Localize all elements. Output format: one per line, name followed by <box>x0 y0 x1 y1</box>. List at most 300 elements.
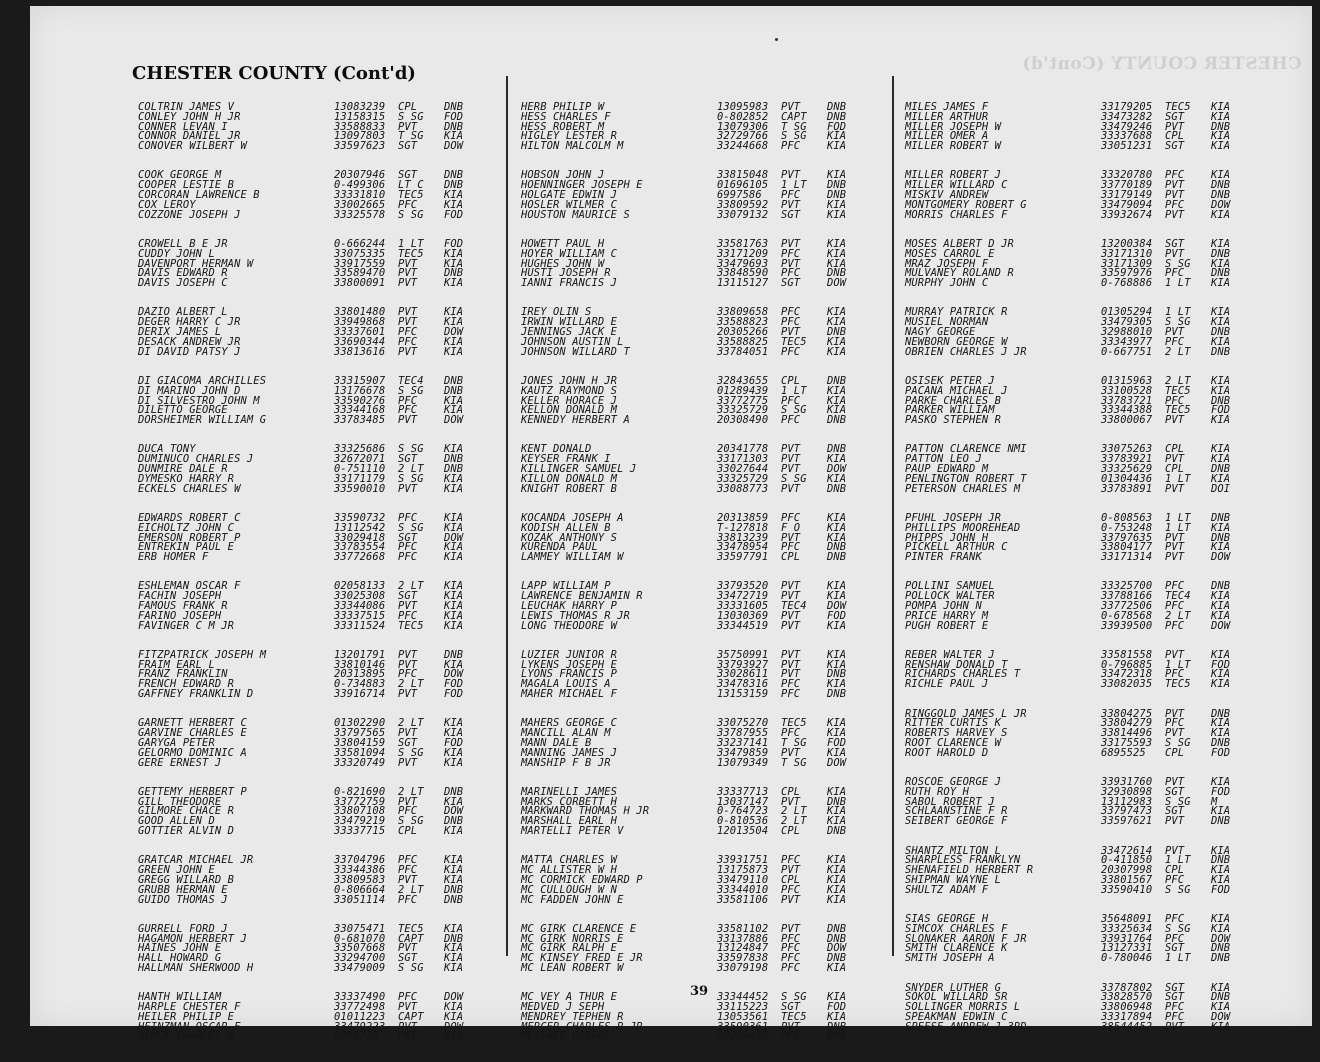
serial-number: 33320780 <box>1101 169 1153 182</box>
serial-number: 0-667751 <box>1101 345 1153 358</box>
serial-number: 33344519 <box>717 619 769 632</box>
soldier-name: KOZAK ANTHONY S <box>521 531 618 544</box>
serial-number: 33597621 <box>1101 815 1153 828</box>
roster-entry <box>521 208 903 221</box>
status-code: KIA <box>827 208 847 221</box>
serial-number: 33325729 <box>717 404 769 417</box>
soldier-name: MATTA CHARLES W <box>521 854 618 867</box>
serial-number: 33931760 <box>1101 776 1153 789</box>
serial-number: 33311524 <box>334 619 386 632</box>
soldier-name: MILES JAMES F <box>905 101 989 113</box>
soldier-name: FRAIM EARL L <box>138 658 215 671</box>
rank: PVT <box>781 463 801 476</box>
soldier-name: EMERSON ROBERT P <box>138 531 241 544</box>
rank: S SG <box>398 521 424 534</box>
soldier-name: PARKE CHARLES B <box>905 394 1002 407</box>
rank: PFC <box>1165 1001 1185 1014</box>
rank: PVT <box>781 590 801 603</box>
status-code: DOW <box>444 1020 464 1033</box>
roster-group <box>138 511 520 564</box>
soldier-name: MILLER OMER A <box>905 130 989 143</box>
status-code: DNB <box>1211 120 1231 133</box>
soldier-name: MC GIRK NORRIS E <box>521 932 624 945</box>
soldier-name: ECKELS CHARLES W <box>138 482 241 495</box>
soldier-name: HOENNINGER JOSEPH E <box>521 179 643 192</box>
serial-number: 33472614 <box>1101 844 1153 857</box>
rank: 2 LT <box>398 785 424 798</box>
roster-group <box>138 445 520 494</box>
status-code: KIA <box>444 316 464 329</box>
rank: PVT <box>781 580 801 593</box>
rank: PFC <box>781 541 801 554</box>
rank: SGT <box>398 590 418 603</box>
rank: T SG <box>781 736 807 749</box>
soldier-name: MENDREY TEPHEN R <box>521 1010 624 1023</box>
rank: PFC <box>1165 668 1185 681</box>
serial-number: 33075335 <box>334 247 386 260</box>
rank: PVT <box>1165 414 1185 427</box>
status-code: KIA <box>444 962 464 974</box>
soldier-name: DUMINUCO CHARLES J <box>138 453 254 466</box>
rank: SGT <box>398 140 418 153</box>
soldier-name: ROBERTS HARVEY S <box>905 727 1008 740</box>
status-code: KIA <box>444 482 464 495</box>
status-code: KIA <box>1211 922 1231 935</box>
soldier-name: DI DAVID PATSY J <box>138 345 241 358</box>
status-code: KIA <box>1211 208 1231 221</box>
rank: PVT <box>398 306 418 319</box>
rank: PVT <box>398 316 418 329</box>
rank: SGT <box>1165 942 1185 955</box>
serial-number: 33075471 <box>334 922 386 935</box>
rank: PVT <box>781 531 801 544</box>
soldier-name: GOTTIER ALVIN D <box>138 825 235 838</box>
status-code: DOW <box>1211 1010 1231 1023</box>
rank: PVT <box>1165 531 1185 544</box>
status-code: KIA <box>1211 110 1231 123</box>
rank: PVT <box>781 326 801 339</box>
soldier-name: RENSHAW DONALD T <box>905 658 1008 671</box>
status-code: DNB <box>444 785 464 798</box>
rank: PVT <box>398 1030 418 1043</box>
roster-entry <box>905 279 1287 289</box>
soldier-name: GETTEMY HERBERT P <box>138 785 247 798</box>
roster-group <box>905 582 1287 631</box>
serial-number: 0-411850 <box>1101 854 1153 867</box>
rank: PFC <box>781 189 801 202</box>
roster-entry <box>905 954 1287 964</box>
status-code: KIA <box>827 198 847 211</box>
status-code: DNB <box>444 932 464 945</box>
soldier-name: GELORMO DOMINIC A <box>138 746 247 759</box>
roster-entry <box>905 746 1287 759</box>
serial-number: 33344086 <box>334 599 386 612</box>
rank: TEC5 <box>398 619 424 632</box>
serial-number: 33931764 <box>1101 932 1153 945</box>
serial-number: 33772506 <box>1101 599 1153 612</box>
status-code: DNB <box>827 541 847 554</box>
soldier-name: GILMORE CHACE R <box>138 805 235 818</box>
rank: PVT <box>398 756 418 769</box>
soldier-name: GUIDO THOMAS J <box>138 893 228 906</box>
rank: PFC <box>1165 873 1185 886</box>
roster-entry <box>138 208 520 221</box>
soldier-name: MC KINSEY FRED E JR <box>521 952 643 965</box>
serial-number: 33179205 <box>1101 101 1153 113</box>
roster-entry <box>521 1032 903 1042</box>
status-code: KIA <box>827 805 847 818</box>
serial-number: 0-753248 <box>1101 521 1153 534</box>
serial-number: 33917559 <box>334 257 386 270</box>
status-code: KIA <box>1211 805 1231 818</box>
rank: TEC5 <box>1165 101 1191 113</box>
soldier-name: HEINZMAN OSCAR F <box>138 1020 241 1033</box>
status-code: DNB <box>827 110 847 123</box>
soldier-name: HALLMAN SHERWOOD H <box>138 962 254 974</box>
serial-number: 33804279 <box>1101 717 1153 730</box>
rank: PVT <box>781 668 801 681</box>
soldier-name: SIMCOX CHARLES F <box>905 922 1008 935</box>
status-code: DNB <box>1211 580 1231 593</box>
rank: TEC5 <box>398 247 424 260</box>
roster-group <box>138 719 520 768</box>
rank: PVT <box>398 267 418 280</box>
soldier-name: MILLER ROBERT W <box>905 140 1002 153</box>
soldier-name: FAVINGER C M JR <box>138 619 235 632</box>
rank: PVT <box>398 795 418 808</box>
rank: PVT <box>398 873 418 886</box>
status-code: KIA <box>1211 130 1231 143</box>
status-code: KIA <box>827 316 847 329</box>
serial-number: 33002665 <box>334 198 386 211</box>
serial-number: 33793520 <box>717 580 769 593</box>
status-code: KIA <box>827 130 847 143</box>
serial-number: 32930898 <box>1101 785 1153 798</box>
serial-number: 33479219 <box>334 815 386 828</box>
soldier-name: LONG THEODORE W <box>521 619 618 632</box>
status-code: KIA <box>1211 590 1231 603</box>
rank: S SG <box>781 472 807 485</box>
rank: PVT <box>1165 482 1185 495</box>
serial-number: 33597838 <box>717 952 769 965</box>
rank: S SG <box>781 404 807 417</box>
serial-number: 33590410 <box>1101 883 1153 896</box>
serial-number: 33783554 <box>334 541 386 554</box>
rank: PVT <box>1165 208 1185 221</box>
rank: SGT <box>1165 805 1185 818</box>
serial-number: 33479094 <box>1101 198 1153 211</box>
serial-number: 32729766 <box>717 130 769 143</box>
soldier-name: FACHIN JOSEPH <box>138 590 222 603</box>
status-code: DNB <box>1211 991 1231 1004</box>
soldier-name: MC CORMICK EDWARD P <box>521 873 643 886</box>
roster-entry <box>521 553 903 563</box>
status-code: DNB <box>444 815 464 828</box>
soldier-name: MC VEY A THUR E <box>521 991 618 1004</box>
roster-entry <box>905 553 1287 563</box>
soldier-name: MC FADDEN JOHN E <box>521 893 624 906</box>
status-code: DNB <box>444 267 464 280</box>
serial-number: 33479305 <box>1101 316 1153 329</box>
rank: PFC <box>1165 169 1185 182</box>
roster-entry <box>905 345 1287 358</box>
serial-number: 33815048 <box>717 169 769 182</box>
rank: PFC <box>398 893 418 906</box>
soldier-name: DI GIACOMA ARCHILLES <box>138 374 267 387</box>
rank: TEC4 <box>1165 590 1191 603</box>
serial-number: 33344168 <box>334 404 386 417</box>
soldier-name: ENTREKIN PAUL E <box>138 541 235 554</box>
status-code: KIA <box>444 551 464 564</box>
soldier-name: COX LEROY <box>138 198 196 211</box>
rank: 1 LT <box>1165 511 1191 524</box>
soldier-name: CONNER LEVAN I <box>138 120 228 133</box>
serial-number: 33027644 <box>717 463 769 476</box>
status-code: KIA <box>444 541 464 554</box>
soldier-name: GREEN JOHN E <box>138 864 215 877</box>
rank: PVT <box>1165 1020 1185 1033</box>
rank: PFC <box>781 247 801 260</box>
status-code: KIA <box>444 130 464 143</box>
soldier-name: HOWETT PAUL H <box>521 237 605 250</box>
status-code: KIA <box>444 717 464 730</box>
serial-number: 13176678 <box>334 384 386 397</box>
soldier-name: MC CULLOUGH W N <box>521 883 618 896</box>
rank: 1 LT <box>398 237 424 250</box>
roster-group <box>905 308 1287 357</box>
rank: TEC5 <box>1165 678 1191 691</box>
roster-group <box>521 511 903 564</box>
rank: PVT <box>781 658 801 671</box>
serial-number: 33294700 <box>334 952 386 965</box>
soldier-name: HOUSTON MAURICE S <box>521 208 630 221</box>
serial-number: 33325578 <box>334 208 386 221</box>
status-code: KIA <box>1211 717 1231 730</box>
soldier-name: KILLON DONALD M <box>521 472 618 485</box>
status-code: DNB <box>1211 345 1231 358</box>
serial-number: 33581102 <box>717 922 769 935</box>
serial-number: 33800091 <box>334 277 386 290</box>
rank: S SG <box>398 815 424 828</box>
soldier-name: PHILLIPS MOOREHEAD <box>905 521 1021 534</box>
rank: SGT <box>398 453 418 466</box>
status-code: KIA <box>1211 257 1231 270</box>
rank: 1 LT <box>781 384 807 397</box>
soldier-name: CONNOR DANIEL JR <box>138 130 241 143</box>
status-code: DOW <box>444 414 464 427</box>
soldier-name: RICHLE PAUL J <box>905 678 989 691</box>
status-code: DNB <box>444 120 464 133</box>
serial-number: 33479246 <box>1101 120 1153 133</box>
roster-entry <box>521 279 903 289</box>
soldier-name: MC GIRK RALPH E <box>521 942 618 955</box>
status-code: KIA <box>444 247 464 260</box>
rank: PVT <box>398 414 418 427</box>
soldier-name: NEWBORN GEORGE W <box>905 335 1008 348</box>
roster-group <box>138 171 520 220</box>
status-code: KIA <box>827 785 847 798</box>
serial-number: 33581094 <box>334 746 386 759</box>
serial-number: 33949868 <box>334 316 386 329</box>
roster-entry <box>138 416 520 426</box>
soldier-name: HIGLEY LESTER R <box>521 130 618 143</box>
rank: PFC <box>781 932 801 945</box>
soldier-name: DYMESKO HARRY R <box>138 472 235 485</box>
rank: PFC <box>781 854 801 867</box>
rank: PFC <box>1165 717 1185 730</box>
status-code: KIA <box>444 1001 464 1014</box>
status-code: DNB <box>1211 189 1231 202</box>
soldier-name: ERB HOMER F <box>138 551 209 564</box>
rank: SGT <box>1165 140 1185 153</box>
status-code: DNB <box>827 795 847 808</box>
serial-number: 33690344 <box>334 335 386 348</box>
serial-number: 33770189 <box>1101 179 1153 192</box>
serial-number: 13037147 <box>717 795 769 808</box>
rank: PFC <box>1165 619 1185 632</box>
serial-number: 33813239 <box>717 531 769 544</box>
roster-group <box>905 981 1287 1033</box>
soldier-name: MAGALA LOUIS A <box>521 678 611 691</box>
status-code: FOD <box>827 609 847 622</box>
soldier-name: SHARPLESS FRANKLYN <box>905 854 1021 867</box>
soldier-name: KAUTZ RAYMOND S <box>521 384 618 397</box>
status-code: DNB <box>827 443 847 456</box>
rank: T SG <box>781 120 807 133</box>
serial-number: T-127818 <box>717 521 769 534</box>
status-code: KIA <box>827 864 847 877</box>
soldier-name: GARNETT HERBERT C <box>138 717 247 730</box>
status-code: KIA <box>827 746 847 759</box>
roster-group <box>521 856 903 905</box>
status-code: KIA <box>1211 374 1231 387</box>
status-code: KIA <box>444 952 464 965</box>
soldier-name: CONOVER WILBERT W <box>138 140 247 153</box>
roster-entry <box>905 208 1287 221</box>
soldier-name: MERCER CHARLES R JR <box>521 1020 643 1033</box>
serial-number: 13115127 <box>717 277 769 290</box>
serial-number: 33337688 <box>1101 130 1153 143</box>
status-code: FOD <box>444 736 464 749</box>
status-code: KIA <box>1211 277 1231 290</box>
roster-group <box>521 719 903 768</box>
serial-number: 33797565 <box>334 727 386 740</box>
rank: PVT <box>781 648 801 661</box>
soldier-name: MISKIV ANDREW <box>905 189 989 202</box>
status-code: KIA <box>827 345 847 358</box>
rank: TEC4 <box>398 374 424 387</box>
status-code: KIA <box>444 825 464 838</box>
document-page <box>30 6 1312 1043</box>
rank: PVT <box>398 599 418 612</box>
serial-number: 33590010 <box>334 482 386 495</box>
serial-number: 33932674 <box>1101 208 1153 221</box>
rank: PVT <box>398 658 418 671</box>
soldier-name: PUGH ROBERT E <box>905 619 989 632</box>
soldier-name: MANSHIP F B JR <box>521 756 611 769</box>
soldier-name: IANNI FRANCIS J <box>521 277 618 290</box>
serial-number: 33171209 <box>717 247 769 260</box>
rank: PVT <box>1165 541 1185 554</box>
roster-entry <box>905 817 1287 827</box>
rank: 1 LT <box>1165 854 1191 867</box>
status-code: DNB <box>827 1030 847 1043</box>
rank: S SG <box>1165 883 1191 896</box>
status-code: DNB <box>1211 707 1231 720</box>
rank: SGT <box>1165 110 1185 123</box>
soldier-name: COZZONE JOSEPH J <box>138 208 241 221</box>
status-code: KIA <box>444 198 464 211</box>
soldier-name: JOHNSON WILLARD T <box>521 345 630 358</box>
status-code: DOW <box>827 463 847 476</box>
status-code: FOD <box>1211 746 1231 759</box>
roster-group <box>521 171 903 220</box>
roster-entry <box>138 1032 520 1042</box>
rank: PFC <box>781 511 801 524</box>
status-code: KIA <box>827 962 847 974</box>
roster-group <box>138 648 520 701</box>
soldier-name: MILLER ROBERT J <box>905 169 1002 182</box>
rank: PVT <box>781 609 801 622</box>
roster-group <box>521 582 903 631</box>
status-code: KIA <box>444 443 464 456</box>
rank: PVT <box>1165 179 1185 192</box>
rank: SGT <box>1165 237 1185 250</box>
serial-number: 33783485 <box>334 414 386 427</box>
soldier-name: HESS CHARLES F <box>521 110 611 123</box>
rank: PFC <box>1165 1010 1185 1023</box>
rank: 1 LT <box>1165 658 1191 671</box>
status-code: FOD <box>444 678 464 691</box>
serial-number: 0-751110 <box>334 463 386 476</box>
rank: PFC <box>1165 913 1185 926</box>
serial-number: 0-808563 <box>1101 511 1153 524</box>
soldier-name: LAWRENCE BENJAMIN R <box>521 590 643 603</box>
rank: PFC <box>781 942 801 955</box>
serial-number: 33806948 <box>1101 1001 1153 1014</box>
soldier-name: MORRIS CHARLES F <box>905 208 1008 221</box>
serial-number: 33589470 <box>334 267 386 280</box>
soldier-name: RINGGOLD JAMES L JR <box>905 707 1027 720</box>
rank: PFC <box>1165 335 1185 348</box>
rank: PVT <box>1165 189 1185 202</box>
soldier-name: JOHNSON AUSTIN L <box>521 335 624 348</box>
status-code: KIA <box>1211 873 1231 886</box>
serial-number: 01289439 <box>717 384 769 397</box>
rank: PFC <box>781 727 801 740</box>
serial-number: 20308490 <box>717 414 769 427</box>
status-code: DNB <box>827 482 847 495</box>
roster-entry <box>905 1020 1287 1033</box>
rank: PVT <box>1165 453 1185 466</box>
status-code: KIA <box>444 472 464 485</box>
status-code: FOD <box>444 688 464 701</box>
status-code: DNB <box>1211 736 1231 749</box>
soldier-name: MESSNER GEORGE <box>521 1030 611 1043</box>
roster-group <box>138 308 520 357</box>
status-code: DNB <box>1211 267 1231 280</box>
serial-number: 33590361 <box>717 1020 769 1033</box>
status-code: DNB <box>827 922 847 935</box>
roster-entry <box>521 893 903 906</box>
status-code: KIA <box>1211 678 1231 691</box>
soldier-name: LUZIER JUNIOR R <box>521 648 618 661</box>
status-code: KIA <box>444 189 464 202</box>
serial-number: 33772759 <box>334 795 386 808</box>
serial-number: 33171179 <box>334 472 386 485</box>
rank: PVT <box>781 893 801 906</box>
status-code: DNB <box>827 374 847 387</box>
